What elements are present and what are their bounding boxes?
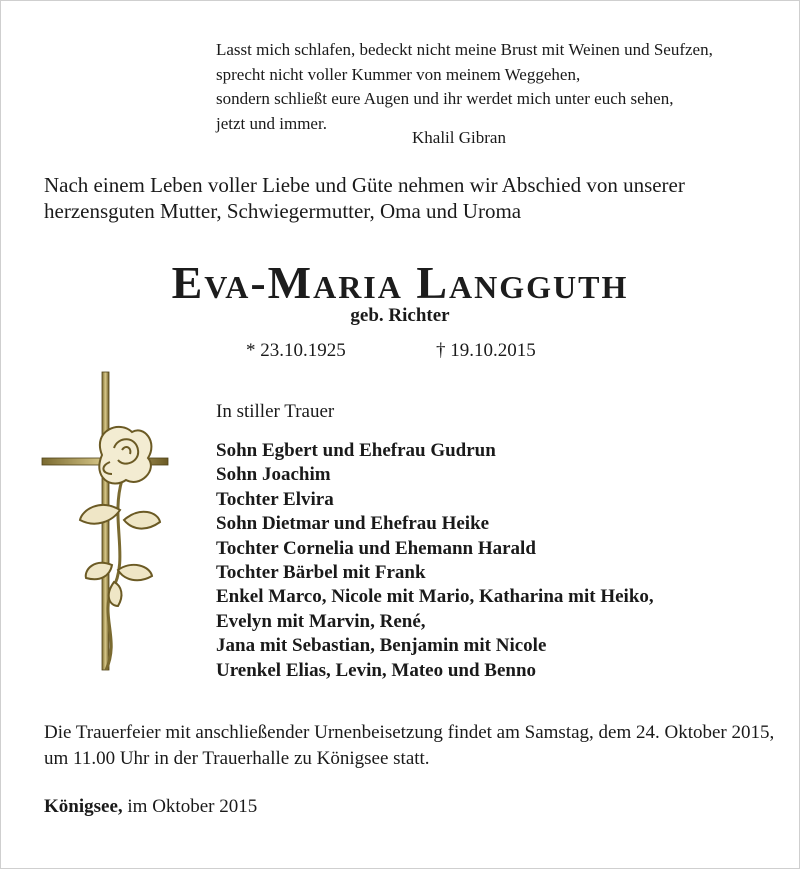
maiden-name: geb. Richter xyxy=(350,305,450,326)
list-item: Urenkel Elias, Levin, Mateo und Benno xyxy=(216,659,537,681)
list-item: Tochter Cornelia und Ehemann Harald xyxy=(216,537,536,559)
intro-text: Nach einem Leben voller Liebe und Güte nehmen wir Abschied von unserer herzensguten Mutter, Schwiegermutter, Oma und Uroma xyxy=(44,173,685,223)
poem-line: sondern schließt eure Augen und ihr werdet mich unter euch sehen, xyxy=(216,89,674,108)
poem-line: sprecht nicht voller Kummer von meinem Weggehen, xyxy=(216,64,581,84)
list-item: Sohn Egbert und Ehefrau Gudrun xyxy=(216,440,496,461)
list-item: Tochter Elvira xyxy=(216,488,334,510)
list-item: Evelyn mit Marvin, René, xyxy=(216,610,426,632)
list-item: Sohn Dietmar und Ehefrau Heike xyxy=(216,513,490,535)
poem xyxy=(216,38,776,136)
ceremony-text: Die Trauerfeier mit anschließender Urnenbeisetzung findet am Samstag, dem 24. Oktober 2015, um 11.00 Uhr in der Trauerhalle zu Königsee statt. xyxy=(44,722,775,769)
place-date: im Oktober 2015 xyxy=(127,796,258,817)
list-item: Tochter Bärbel mit Frank xyxy=(216,562,426,584)
cross-with-rose-icon xyxy=(40,370,170,675)
list-item: Enkel Marco, Nicole mit Mario, Katharina mit Heiko, xyxy=(216,586,654,608)
poem-line: jetzt und immer. xyxy=(216,113,327,133)
death-date: † 19.10.2015 xyxy=(436,340,536,361)
list-item: Sohn Joachim xyxy=(216,464,331,486)
mourning-label: In stiller Trauer xyxy=(216,401,335,422)
poem-line: Lasst mich schlafen, bedeckt nicht meine Brust mit Weinen und Seufzen, xyxy=(216,40,713,59)
list-item: Jana mit Sebastian, Benjamin mit Nicole xyxy=(216,635,547,657)
poem-author: Khalil Gibran xyxy=(412,128,506,147)
mourners-list xyxy=(216,439,654,683)
place-town: Königsee, xyxy=(44,796,123,817)
place-date-line xyxy=(44,796,257,818)
deceased-name: Eva-Maria Langguth xyxy=(171,257,629,308)
birth-date: * 23.10.1925 xyxy=(246,340,346,361)
